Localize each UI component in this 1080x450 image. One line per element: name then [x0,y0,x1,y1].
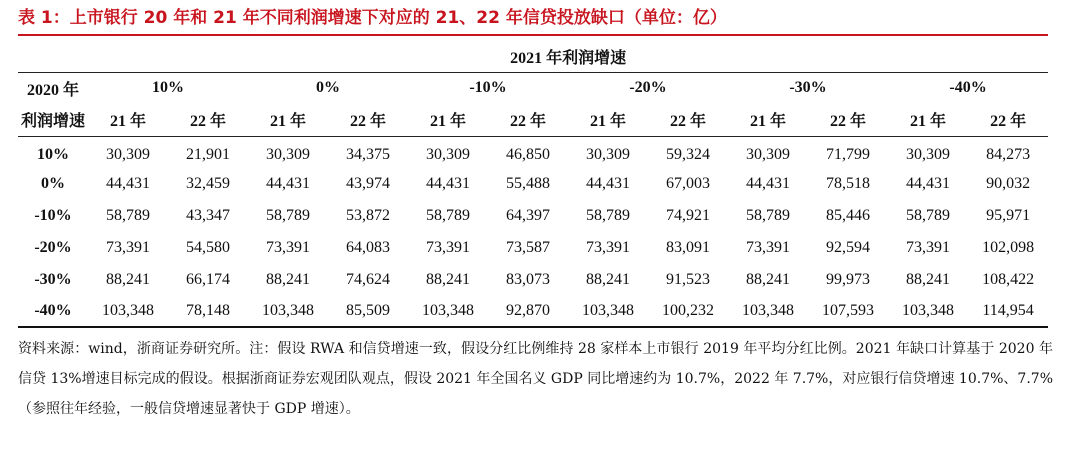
table-cell: 74,921 [666,206,710,224]
table-cell: 85,509 [328,295,408,327]
corner-label-growth: 利润增速 [18,103,88,137]
table-cell: 91,523 [666,270,710,288]
table-cell: 30,309 [266,145,310,163]
table-cell: 73,391 [746,238,790,256]
table-cell: 88,241 [906,270,950,288]
table-cell: 46,850 [506,145,550,163]
table-cell: 58,789 [746,206,790,224]
table-cell: 58,789 [426,206,470,224]
table-cell: 34,375 [346,145,390,163]
table-cell: 59,324 [666,145,710,163]
table-cell: 44,431 [906,175,950,193]
table-cell: 78,518 [826,175,870,193]
table-cell: 108,422 [982,270,1035,288]
table-cell: 99,973 [826,270,870,288]
row-header: -40% [18,295,88,327]
table-cell: 30,309 [746,145,790,163]
table-row [18,264,1048,296]
table-cell: 30,309 [906,145,950,163]
table-cell: 103,348 [88,295,168,327]
table-cell: 103,348 [568,295,648,327]
year-header: 22 年 [968,103,1048,137]
table-cell: 67,003 [666,175,710,193]
table-cell: 92,594 [826,238,870,256]
table-cell: 90,032 [986,175,1031,193]
table-cell: 58,789 [906,206,950,224]
corner-label-year: 2020 年 [26,81,79,99]
year-header: 21 年 [728,103,808,137]
table-cell: 74,624 [346,270,390,288]
table-cell: 88,241 [746,270,790,288]
credit-gap-table [18,40,1048,328]
year-header: 21 年 [248,103,328,137]
table-cell: 44,431 [426,175,470,193]
group-header: -10% [469,79,507,96]
group-header: 0% [316,79,340,96]
table-cell: 103,348 [408,295,488,327]
table-cell: 55,488 [506,175,550,193]
table-cell: 43,974 [346,175,390,193]
profit-growth-2021-header: 2021 年利润增速 [88,40,1048,73]
row-header: 10% [37,145,69,163]
table-cell: 30,309 [426,145,470,163]
table-cell: 43,347 [186,206,230,224]
table-cell: 73,391 [586,238,630,256]
table-cell: 71,799 [826,145,870,163]
corner-cell-top [18,40,88,73]
table-cell: 107,593 [808,295,888,327]
table-row [18,200,1048,232]
table-title: 表 1：上市银行 20 年和 21 年不同利润增速下对应的 21、22 年信贷投放缺口（单位：亿） [18,8,727,28]
table-cell: 54,580 [186,238,230,256]
table-cell: 73,391 [106,238,150,256]
row-header: 0% [41,175,65,193]
table-cell: 32,459 [186,175,230,193]
group-header: 10% [152,79,184,96]
table-cell: 73,391 [906,238,950,256]
table-cell: 64,397 [506,206,550,224]
table-cell: 100,232 [648,295,728,327]
table-row [18,295,1048,327]
table-cell: 44,431 [746,175,790,193]
table-cell: 114,954 [968,295,1048,327]
table-cell: 95,971 [986,206,1031,224]
table-row [18,232,1048,264]
table-cell: 30,309 [586,145,630,163]
table-cell: 88,241 [106,270,150,288]
table-row [18,168,1048,200]
table-cell: 103,348 [888,295,968,327]
table-cell: 88,241 [266,270,310,288]
table-cell: 88,241 [586,270,630,288]
table-cell: 73,391 [426,238,470,256]
table-cell: 85,446 [826,206,870,224]
table-row [18,137,1048,169]
table-cell: 92,870 [488,295,568,327]
group-header: -40% [949,79,987,96]
year-header: 22 年 [488,103,568,137]
year-header: 22 年 [328,103,408,137]
table-cell: 103,348 [248,295,328,327]
group-header: -30% [789,79,827,96]
table-cell: 53,872 [346,206,390,224]
year-header: 21 年 [568,103,648,137]
table-cell: 102,098 [982,238,1035,256]
year-header: 21 年 [888,103,968,137]
title-divider [18,34,1048,36]
table-cell: 64,083 [346,238,390,256]
table-cell: 44,431 [266,175,310,193]
table-cell: 58,789 [266,206,310,224]
table-cell: 83,073 [506,270,550,288]
table-cell: 58,789 [106,206,150,224]
table-cell: 30,309 [106,145,150,163]
table-cell: 44,431 [106,175,150,193]
table-cell: 44,431 [586,175,630,193]
group-header: -20% [629,79,667,96]
table-cell: 73,587 [506,238,550,256]
row-header: -10% [34,206,72,224]
table-cell: 78,148 [168,295,248,327]
source-notes: 资料来源：wind，浙商证券研究所。注：假设 RWA 和信贷增速一致，假设分红比例维持 28 家样本上市银行 2019 年平均分红比例。2021 年缺口计算基于 2020 年信贷 13%增速目标完成的假设。根据浙商证券宏观团队观点，假设 2021 年全国名义 GDP 同比增速约为 10.7%，2022 年 7.7%，对应银行信贷增速 10.7%、7.7%（参照往年经验，一般信贷增速显著快于 GDP 增速）。 [18,341,1053,417]
table-cell: 103,348 [728,295,808,327]
year-header: 21 年 [408,103,488,137]
table-cell: 58,789 [586,206,630,224]
table-cell: 73,391 [266,238,310,256]
row-header: -30% [34,270,72,288]
table-cell: 21,901 [186,145,230,163]
table-cell: 83,091 [666,238,710,256]
year-header: 21 年 [88,103,168,137]
table-cell: 66,174 [186,270,230,288]
table-cell: 88,241 [426,270,470,288]
year-header: 22 年 [808,103,888,137]
row-header: -20% [34,238,72,256]
year-header: 22 年 [168,103,248,137]
table-cell: 84,273 [986,145,1031,163]
year-header: 22 年 [648,103,728,137]
